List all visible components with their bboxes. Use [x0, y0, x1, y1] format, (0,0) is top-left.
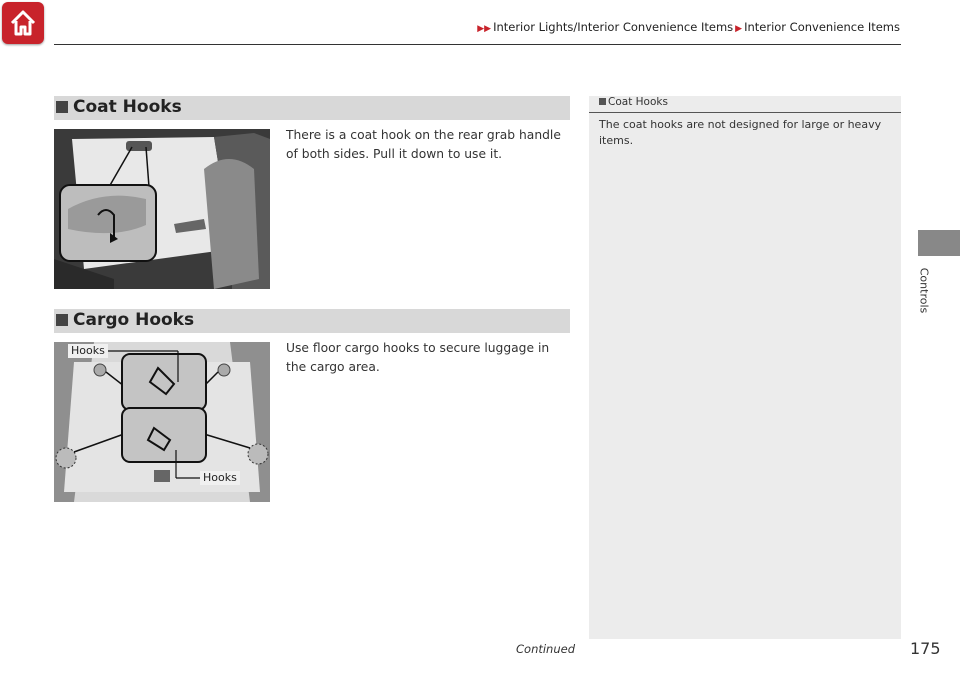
side-note-panel [589, 96, 901, 639]
breadcrumb-arrow-icon: ▶▶ [477, 24, 492, 34]
breadcrumb-item-parent[interactable]: Interior Lights/Interior Convenience Items [493, 20, 734, 34]
page-number: 175 [910, 639, 941, 658]
cargo-hooks-title: Cargo Hooks [73, 310, 195, 330]
coat-hook-illustration [54, 129, 270, 289]
side-note-heading [599, 96, 668, 108]
breadcrumb-arrow-icon: ▶ [735, 24, 743, 34]
side-note-body: The coat hooks are not designed for large or heavy items. [599, 118, 882, 147]
chapter-tab-label[interactable]: Controls [917, 267, 931, 314]
cargo-hooks-heading [54, 309, 570, 333]
breadcrumb-item-current[interactable]: Interior Convenience Items [744, 20, 900, 34]
home-button[interactable] [2, 2, 44, 44]
chapter-tab[interactable] [918, 230, 960, 256]
section-bullet-icon [56, 101, 68, 113]
coat-hooks-heading [54, 96, 570, 120]
side-note-title: Coat Hooks [608, 96, 668, 108]
cargo-hooks-description: Use floor cargo hooks to secure luggage in the cargo area. [286, 341, 550, 374]
side-note-divider [589, 112, 901, 113]
coat-hooks-description: There is a coat hook on the rear grab handle of both sides. Pull it down to use it. [286, 128, 561, 161]
continued-label: Continued [516, 642, 576, 656]
cargo-hook-illustration [54, 342, 270, 502]
section-bullet-icon [56, 314, 68, 326]
hooks-callout-top: Hooks [68, 344, 108, 358]
coat-hooks-title: Coat Hooks [73, 97, 182, 117]
home-icon [8, 8, 38, 38]
hooks-callout-bottom: Hooks [200, 471, 240, 485]
note-icon [599, 98, 606, 105]
header-divider [54, 44, 901, 45]
breadcrumb [475, 20, 900, 34]
